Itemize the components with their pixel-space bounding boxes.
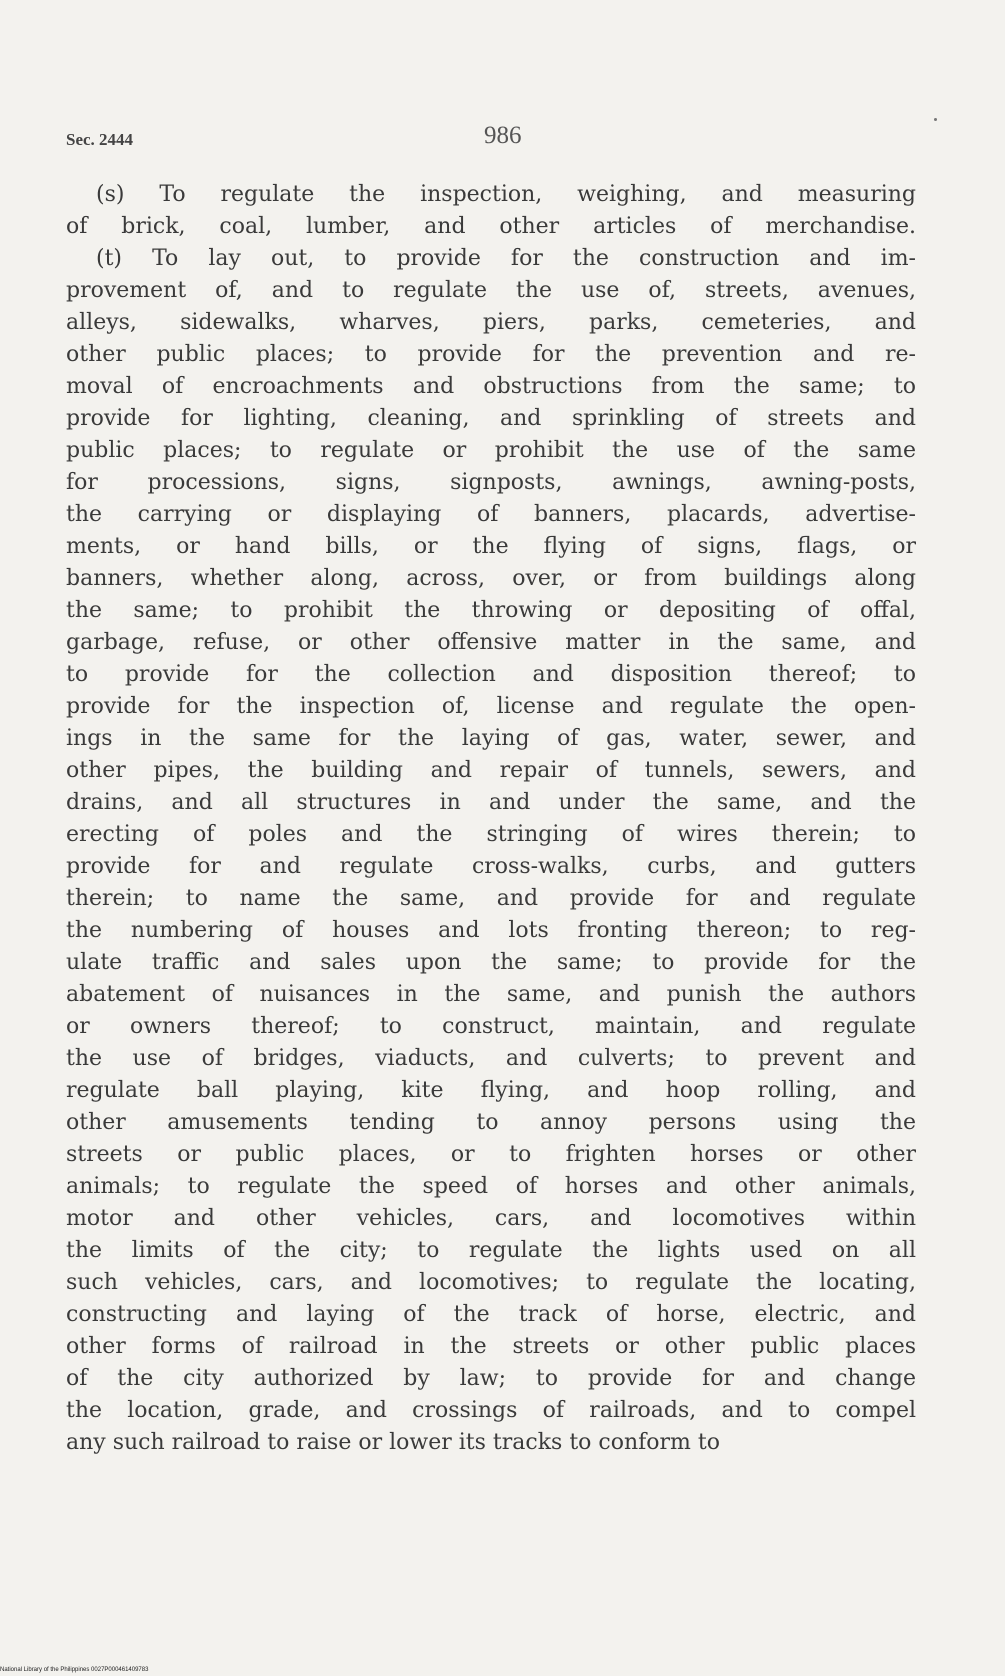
text-line: public places; to regulate or prohibit the use of the same xyxy=(66,438,916,463)
section-label: Sec. 2444 xyxy=(66,130,134,149)
text-line: alleys, sidewalks, wharves, piers, parks, cemeteries, and xyxy=(66,310,916,335)
text-line: moval of encroachments and obstructions from the same; to xyxy=(66,374,916,399)
text-line: the numbering of houses and lots fronting thereon; to reg- xyxy=(66,918,916,943)
text-line: streets or public places, or to frighten horses or other xyxy=(66,1142,916,1167)
text-line: of brick, coal, lumber, and other articles of merchandise. xyxy=(66,214,916,239)
text-line: the location, grade, and crossings of railroads, and to compel xyxy=(66,1398,916,1423)
body-text xyxy=(66,179,916,1459)
text-line: other amusements tending to annoy persons using the xyxy=(66,1110,916,1135)
text-line: of the city authorized by law; to provide for and change xyxy=(66,1366,916,1391)
page-speck xyxy=(934,118,937,121)
text-line: the use of bridges, viaducts, and culverts; to prevent and xyxy=(66,1046,916,1071)
text-line: provide for lighting, cleaning, and sprinkling of streets and xyxy=(66,406,916,431)
text-line: other forms of railroad in the streets or other public places xyxy=(66,1334,916,1359)
text-line: constructing and laying of the track of horse, electric, and xyxy=(66,1302,916,1327)
text-line: ulate traffic and sales upon the same; to provide for the xyxy=(66,950,916,975)
text-line: ments, or hand bills, or the flying of signs, flags, or xyxy=(66,534,916,559)
text-line: other public places; to provide for the prevention and re- xyxy=(66,342,916,367)
text-line: (t) To lay out, to provide for the construction and im- xyxy=(96,246,916,271)
text-line: animals; to regulate the speed of horses and other animals, xyxy=(66,1174,916,1199)
text-line: provide for and regulate cross-walks, curbs, and gutters xyxy=(66,854,916,879)
text-line: banners, whether along, across, over, or from buildings along xyxy=(66,566,916,591)
text-line: motor and other vehicles, cars, and locomotives within xyxy=(66,1206,916,1231)
text-line: provement of, and to regulate the use of, streets, avenues, xyxy=(66,278,916,303)
text-line: to provide for the collection and disposition thereof; to xyxy=(66,662,916,687)
text-line: regulate ball playing, kite flying, and hoop rolling, and xyxy=(66,1078,916,1103)
page-number: 986 xyxy=(484,122,522,149)
text-line: erecting of poles and the stringing of wires therein; to xyxy=(66,822,916,847)
source-footer: National Library of the Philippines 0027P000461409783 xyxy=(0,1667,149,1673)
text-line: (s) To regulate the inspection, weighing, and measuring xyxy=(96,182,916,207)
text-line: drains, and all structures in and under the same, and the xyxy=(66,790,916,815)
text-line: such vehicles, cars, and locomotives; to regulate the locating, xyxy=(66,1270,916,1295)
text-line: therein; to name the same, and provide for and regulate xyxy=(66,886,916,911)
text-line: abatement of nuisances in the same, and punish the authors xyxy=(66,982,916,1007)
text-line: the limits of the city; to regulate the lights used on all xyxy=(66,1238,916,1263)
text-line: any such railroad to raise or lower its tracks to conform to xyxy=(66,1430,720,1455)
text-line: garbage, refuse, or other offensive matter in the same, and xyxy=(66,630,916,655)
text-line: ings in the same for the laying of gas, water, sewer, and xyxy=(66,726,916,751)
text-line: for processions, signs, signposts, awnings, awning-posts, xyxy=(66,470,916,495)
text-line: provide for the inspection of, license and regulate the open- xyxy=(66,694,916,719)
text-line: or owners thereof; to construct, maintain, and regulate xyxy=(66,1014,916,1039)
text-line: the carrying or displaying of banners, placards, advertise- xyxy=(66,502,916,527)
page-header xyxy=(66,122,916,152)
text-line: the same; to prohibit the throwing or depositing of offal, xyxy=(66,598,916,623)
text-line: other pipes, the building and repair of tunnels, sewers, and xyxy=(66,758,916,783)
